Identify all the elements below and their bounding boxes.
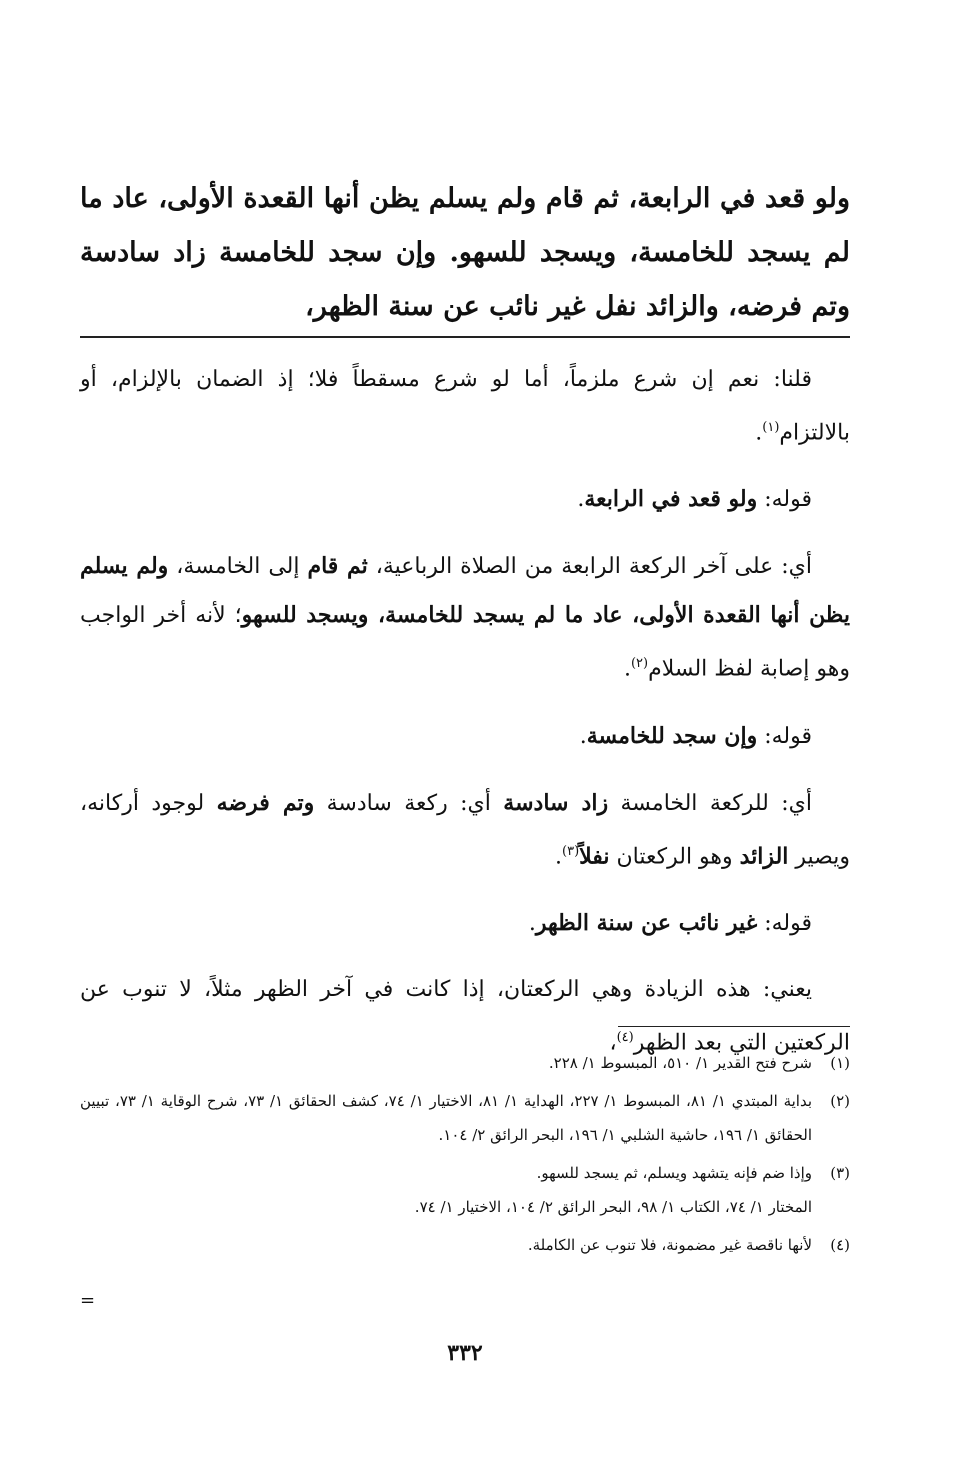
punctuation: . <box>528 910 536 936</box>
paragraph-text: يعني: هذه الزيادة وهي الركعتان، إذا كانت في آخر الظهر مثلاً، لا تنوب عن الركعتين التي بعد الظهر <box>80 976 850 1056</box>
punctuation: . <box>623 656 631 682</box>
paragraph-text: لوجود أركانه، ويصير <box>80 790 850 869</box>
punctuation: . <box>577 487 585 513</box>
quoted-matn: وإن سجد للخامسة <box>586 722 758 749</box>
footnote-ref[interactable]: (٤) <box>616 1029 634 1045</box>
footnote-text <box>80 1084 812 1152</box>
paragraph-text: ؛ لأنه أخر الواجب وهو إصابة لفظ السلام <box>80 603 850 682</box>
punctuation: . <box>755 420 763 446</box>
footnote <box>80 1046 850 1080</box>
footnote-ref[interactable]: (٣) <box>562 843 580 859</box>
footnote-ref[interactable]: (٢) <box>630 656 649 672</box>
footnote-text <box>80 1156 812 1224</box>
paragraph-text: إلى الخامسة، <box>168 554 308 580</box>
paragraph-text: قلنا: نعم إن شرع ملزماً، أما لو شرع مسقطاً فلا؛ إذ الضمان بالإلزام، أو بالالتزام <box>80 367 850 446</box>
footnote-line: وإذا ضم فإنه يتشهد ويسلم، ثم يسجد للسهو. <box>536 1164 812 1182</box>
quoted-matn: نفلاً <box>579 842 610 869</box>
footnote-number: (٢) <box>830 1092 850 1110</box>
book-page <box>80 0 850 1477</box>
punctuation: . <box>555 843 562 869</box>
commentary <box>80 356 850 1085</box>
commentary-paragraph-5 <box>80 779 850 881</box>
separator-line <box>80 336 850 338</box>
quoted-matn: الزائد <box>739 842 789 869</box>
quoted-matn: ولم يسلم يظن أنها القعدة الأولى، عاد ما لم يسجد للخامسة، ويسجد للسهو <box>80 553 850 629</box>
footnote-number: (٣) <box>830 1164 850 1182</box>
footnote-line: شرح فتح القدير ١/ ٥١٠، المبسوط ١/ ٢٢٨. <box>548 1054 812 1072</box>
commentary-paragraph-1 <box>80 356 850 457</box>
footnote-continuation-mark: = <box>80 1290 96 1311</box>
page-number: ٣٣٢ <box>447 1340 483 1366</box>
commentary-paragraph-3 <box>80 542 850 693</box>
qawluhu-label: قوله: <box>757 487 812 513</box>
footnote-separator <box>618 1026 850 1027</box>
paragraph-text: أي: على آخر الركعة الرابعة من الصلاة الرباعية، <box>367 554 812 580</box>
footnote-line: لأنها ناقصة غير مضمونة، فلا تنوب عن الكاملة. <box>527 1236 812 1254</box>
main-text: ولو قعد في الرابعة، ثم قام ولم يسلم يظن أنها القعدة الأولى، عاد ما لم يسجد للخامسة، ويسجد للسهو. وإن سجد للخامسة زاد سادسة وتم فرضه، والزائد نفل غير نائب عن سنة الظهر، <box>80 183 850 322</box>
footnote-number: (١) <box>830 1054 850 1072</box>
paragraph-text: أي: ركعة سادسة <box>314 790 504 816</box>
punctuation: ، <box>609 1030 617 1056</box>
paragraph-text: وهو الركعتان <box>609 843 740 869</box>
footnote-ref[interactable]: (١) <box>762 420 780 435</box>
quoted-matn: ولو قعد في الرابعة <box>584 486 758 513</box>
commentary-paragraph-4 <box>80 712 850 761</box>
quoted-matn: زاد سادسة <box>503 789 609 816</box>
footnotes <box>80 1046 850 1266</box>
footnote-number: (٤) <box>830 1236 850 1254</box>
footnote <box>80 1156 850 1224</box>
paragraph-text: أي: للركعة الخامسة <box>608 790 813 816</box>
punctuation: . <box>579 723 587 749</box>
footnote <box>80 1228 850 1262</box>
footnote-text <box>80 1046 812 1080</box>
quoted-matn: غير نائب عن سنة الظهر <box>535 909 758 936</box>
commentary-paragraph-6 <box>80 899 850 948</box>
footnote-text <box>80 1228 812 1262</box>
qawluhu-label: قوله: <box>757 723 812 749</box>
quoted-matn: ثم قام <box>307 553 368 580</box>
footnote-line: بداية المبتدي ١/ ٨١، المبسوط ١/ ٢٢٧، الهداية ١/ ٨١، الاختيار ١/ ٧٤، كشف الحقائق ١/ ٧٣، شرح الوقاية ١/ ٧٣، تبيين الحقائق ١/ ١٩٦، حاشية الشلبي ١/ ١٩٦، البحر الرائق ٢/ ١٠٤. <box>80 1092 813 1144</box>
footnote-line: المختار ١/ ٧٤، الكتاب ١/ ٩٨، البحر الرائق ٢/ ١٠٤، الاختيار ١/ ٧٤. <box>414 1198 812 1216</box>
quoted-matn: وتم فرضه <box>216 789 315 816</box>
footnote <box>80 1084 850 1152</box>
qawluhu-label: قوله: <box>757 910 812 936</box>
commentary-paragraph-2 <box>80 475 850 524</box>
